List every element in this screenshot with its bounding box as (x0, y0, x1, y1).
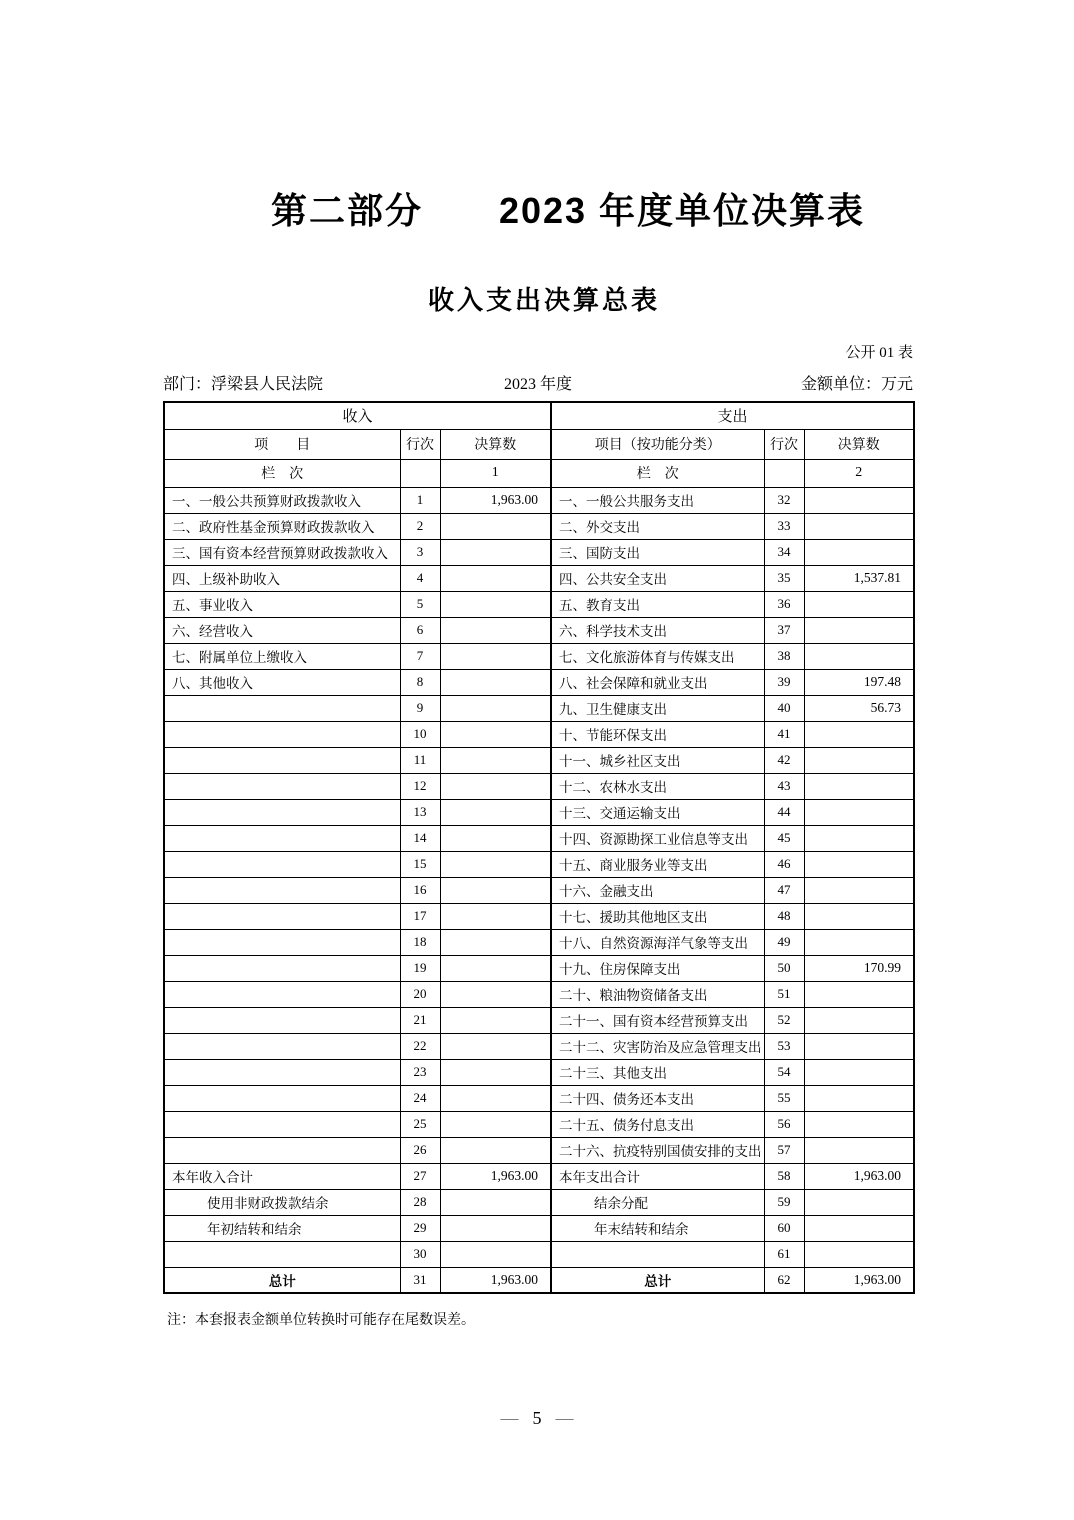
income-rowno-cell: 4 (400, 565, 440, 591)
table-row (164, 1007, 914, 1033)
income-rowno-cell: 27 (400, 1163, 440, 1189)
table-title: 收入支出决算总表 (427, 285, 660, 315)
income-item-cell: 七、附属单位上缴收入 (164, 643, 400, 669)
table-row (164, 903, 914, 929)
income-item-cell (164, 851, 400, 877)
income-amount-header: 决算数 (440, 429, 551, 459)
income-amount-cell (440, 669, 551, 695)
budget-table (163, 401, 915, 1294)
income-item-cell (164, 955, 400, 981)
expense-amount-cell (804, 981, 914, 1007)
table-row (164, 1059, 914, 1085)
income-rowno-cell: 8 (400, 669, 440, 695)
income-item-cell: 年初结转和结余 (164, 1215, 400, 1241)
expense-amount-cell (804, 825, 914, 851)
table-row (164, 955, 914, 981)
table-row (164, 1241, 914, 1267)
expense-amount-cell (804, 487, 914, 513)
income-item-cell: 八、其他收入 (164, 669, 400, 695)
table-row (164, 877, 914, 903)
meta-row (163, 371, 913, 394)
expense-amount-cell (804, 1137, 914, 1163)
expense-item-cell: 二十三、其他支出 (551, 1059, 764, 1085)
expense-amount-cell: 1,537.81 (804, 565, 914, 591)
table-body (164, 487, 914, 1293)
income-item-cell (164, 877, 400, 903)
expense-rowno-cell: 56 (764, 1111, 804, 1137)
income-rowno-cell: 17 (400, 903, 440, 929)
expense-col-number: 2 (804, 459, 914, 487)
income-rowno-cell: 13 (400, 799, 440, 825)
income-amount-cell (440, 1059, 551, 1085)
expense-rowno-cell: 38 (764, 643, 804, 669)
income-item-cell (164, 747, 400, 773)
income-amount-cell (440, 721, 551, 747)
note: 注：本套报表金额单位转换时可能存在尾数误差。 (167, 1313, 475, 1328)
income-item-cell: 使用非财政拨款结余 (164, 1189, 400, 1215)
income-amount-cell (440, 799, 551, 825)
expense-rowno-cell: 55 (764, 1085, 804, 1111)
expense-amount-cell (804, 799, 914, 825)
income-lanci-label: 栏 次 (164, 459, 400, 487)
table-row (164, 721, 914, 747)
expense-item-cell: 十四、资源勘探工业信息等支出 (551, 825, 764, 851)
income-amount-cell (440, 877, 551, 903)
page-number (0, 1408, 1074, 1429)
income-amount-cell (440, 903, 551, 929)
expense-item-cell: 年末结转和结余 (551, 1215, 764, 1241)
income-rowno-cell: 21 (400, 1007, 440, 1033)
income-item-cell: 本年收入合计 (164, 1163, 400, 1189)
expense-amount-cell (804, 591, 914, 617)
table-row (164, 1189, 914, 1215)
expense-rowno-cell: 51 (764, 981, 804, 1007)
expense-rowno-cell: 39 (764, 669, 804, 695)
year-label: 2023 年度 (503, 376, 572, 393)
income-rowno-cell: 11 (400, 747, 440, 773)
income-section-header: 收入 (164, 402, 551, 429)
expense-rowno-cell: 60 (764, 1215, 804, 1241)
income-item-cell (164, 1111, 400, 1137)
income-amount-cell (440, 1007, 551, 1033)
expense-rowno-cell: 41 (764, 721, 804, 747)
expense-item-cell: 二十六、抗疫特别国债安排的支出 (551, 1137, 764, 1163)
expense-rowno-cell: 62 (764, 1267, 804, 1293)
income-amount-cell (440, 513, 551, 539)
expense-item-cell: 结余分配 (551, 1189, 764, 1215)
table-row (164, 513, 914, 539)
income-item-cell: 六、经营收入 (164, 617, 400, 643)
table-row (164, 1137, 914, 1163)
expense-rowno-cell: 36 (764, 591, 804, 617)
income-amount-cell (440, 851, 551, 877)
expense-amount-cell: 1,963.00 (804, 1267, 914, 1293)
income-amount-cell (440, 747, 551, 773)
expense-amount-cell (804, 747, 914, 773)
income-item-cell (164, 1033, 400, 1059)
expense-item-cell: 六、科学技术支出 (551, 617, 764, 643)
income-rowno-cell: 20 (400, 981, 440, 1007)
income-rowno-cell: 24 (400, 1085, 440, 1111)
expense-rowno-header: 行次 (764, 429, 804, 459)
expense-rowno-cell: 42 (764, 747, 804, 773)
expense-item-cell: 十五、商业服务业等支出 (551, 851, 764, 877)
expense-item-cell: 十三、交通运输支出 (551, 799, 764, 825)
income-rowno-cell: 9 (400, 695, 440, 721)
income-amount-cell (440, 1033, 551, 1059)
part-title: 第二部分 2023 年度单位决算表 (270, 190, 866, 231)
expense-rowno-cell: 43 (764, 773, 804, 799)
expense-item-cell: 三、国防支出 (551, 539, 764, 565)
income-rowno-cell: 28 (400, 1189, 440, 1215)
table-row (164, 565, 914, 591)
expense-rowno-cell: 40 (764, 695, 804, 721)
expense-amount-cell (804, 1033, 914, 1059)
income-col-number: 1 (440, 459, 551, 487)
income-amount-cell (440, 695, 551, 721)
expense-rowno-cell: 35 (764, 565, 804, 591)
expense-item-cell: 七、文化旅游体育与传媒支出 (551, 643, 764, 669)
income-rowno-cell: 15 (400, 851, 440, 877)
expense-amount-cell (804, 643, 914, 669)
income-rowno-cell: 12 (400, 773, 440, 799)
income-rowno-header: 行次 (400, 429, 440, 459)
expense-amount-cell (804, 1111, 914, 1137)
expense-rowno-cell: 44 (764, 799, 804, 825)
income-item-cell (164, 773, 400, 799)
income-item-cell: 总计 (164, 1267, 400, 1293)
income-item-cell (164, 903, 400, 929)
expense-rowno-cell: 53 (764, 1033, 804, 1059)
expense-item-cell: 十二、农林水支出 (551, 773, 764, 799)
income-amount-cell (440, 981, 551, 1007)
expense-item-cell: 二十二、灾害防治及应急管理支出 (551, 1033, 764, 1059)
expense-rowno-cell: 54 (764, 1059, 804, 1085)
expense-item-cell: 二十五、债务付息支出 (551, 1111, 764, 1137)
expense-rowno-cell: 37 (764, 617, 804, 643)
income-item-cell: 五、事业收入 (164, 591, 400, 617)
income-item-cell (164, 825, 400, 851)
table-row (164, 643, 914, 669)
expense-rowno-cell: 34 (764, 539, 804, 565)
expense-rowno-cell: 61 (764, 1241, 804, 1267)
income-item-cell (164, 981, 400, 1007)
income-amount-cell (440, 1137, 551, 1163)
income-amount-cell (440, 565, 551, 591)
income-rowno-cell: 31 (400, 1267, 440, 1293)
income-amount-cell (440, 929, 551, 955)
income-amount-cell: 1,963.00 (440, 1267, 551, 1293)
expense-lanci-empty (764, 459, 804, 487)
table-row (164, 1267, 914, 1293)
expense-amount-cell (804, 1007, 914, 1033)
expense-amount-cell (804, 1059, 914, 1085)
expense-amount-cell (804, 1215, 914, 1241)
expense-section-header: 支出 (551, 402, 914, 429)
income-rowno-cell: 14 (400, 825, 440, 851)
income-item-cell (164, 1241, 400, 1267)
table-row (164, 981, 914, 1007)
income-rowno-cell: 5 (400, 591, 440, 617)
expense-item-cell: 一、一般公共服务支出 (551, 487, 764, 513)
table-row (164, 617, 914, 643)
income-amount-cell (440, 1241, 551, 1267)
income-rowno-cell: 23 (400, 1059, 440, 1085)
income-amount-cell (440, 1189, 551, 1215)
expense-amount-cell (804, 773, 914, 799)
expense-item-header: 项目（按功能分类） (551, 429, 764, 459)
table-row (164, 1215, 914, 1241)
table-row (164, 851, 914, 877)
table-row (164, 1163, 914, 1189)
expense-rowno-cell: 47 (764, 877, 804, 903)
table-row (164, 669, 914, 695)
income-rowno-cell: 25 (400, 1111, 440, 1137)
expense-amount-cell (804, 617, 914, 643)
expense-item-cell: 本年支出合计 (551, 1163, 764, 1189)
income-rowno-cell: 22 (400, 1033, 440, 1059)
expense-item-cell: 十八、自然资源海洋气象等支出 (551, 929, 764, 955)
income-rowno-cell: 1 (400, 487, 440, 513)
income-amount-cell: 1,963.00 (440, 487, 551, 513)
page-number-dash-left: — (500, 1408, 519, 1428)
table-code: 公开 01 表 (845, 345, 913, 361)
expense-rowno-cell: 52 (764, 1007, 804, 1033)
expense-amount-cell (804, 1085, 914, 1111)
expense-item-cell: 二十一、国有资本经营预算支出 (551, 1007, 764, 1033)
expense-amount-cell: 1,963.00 (804, 1163, 914, 1189)
income-item-cell: 二、政府性基金预算财政拨款收入 (164, 513, 400, 539)
income-amount-cell (440, 1215, 551, 1241)
expense-amount-cell (804, 1189, 914, 1215)
income-amount-cell (440, 591, 551, 617)
table-row (164, 799, 914, 825)
income-lanci-empty (400, 459, 440, 487)
expense-rowno-cell: 33 (764, 513, 804, 539)
expense-item-cell: 四、公共安全支出 (551, 565, 764, 591)
table-row (164, 1033, 914, 1059)
unit-label: 金额单位：万元 (800, 376, 913, 393)
income-amount-cell (440, 1111, 551, 1137)
expense-amount-cell (804, 877, 914, 903)
expense-rowno-cell: 48 (764, 903, 804, 929)
expense-lanci-label: 栏 次 (551, 459, 764, 487)
expense-amount-cell (804, 721, 914, 747)
expense-rowno-cell: 50 (764, 955, 804, 981)
expense-item-cell: 十一、城乡社区支出 (551, 747, 764, 773)
table-row (164, 539, 914, 565)
income-rowno-cell: 2 (400, 513, 440, 539)
page-number-value: 5 (532, 1408, 542, 1428)
income-amount-cell: 1,963.00 (440, 1163, 551, 1189)
income-item-header: 项 目 (164, 429, 400, 459)
income-item-cell (164, 1137, 400, 1163)
expense-amount-cell (804, 1241, 914, 1267)
income-rowno-cell: 3 (400, 539, 440, 565)
expense-item-cell: 八、社会保障和就业支出 (551, 669, 764, 695)
table-row (164, 825, 914, 851)
income-rowno-cell: 16 (400, 877, 440, 903)
income-item-cell: 四、上级补助收入 (164, 565, 400, 591)
table-row (164, 1111, 914, 1137)
expense-item-cell: 十、节能环保支出 (551, 721, 764, 747)
expense-item-cell: 十七、援助其他地区支出 (551, 903, 764, 929)
expense-rowno-cell: 46 (764, 851, 804, 877)
section-header-row (164, 402, 914, 429)
income-item-cell (164, 799, 400, 825)
income-rowno-cell: 10 (400, 721, 440, 747)
expense-amount-cell (804, 851, 914, 877)
expense-rowno-cell: 45 (764, 825, 804, 851)
column-number-row (164, 459, 914, 487)
expense-rowno-cell: 59 (764, 1189, 804, 1215)
income-item-cell: 三、国有资本经营预算财政拨款收入 (164, 539, 400, 565)
income-item-cell (164, 1059, 400, 1085)
expense-amount-cell (804, 513, 914, 539)
income-rowno-cell: 30 (400, 1241, 440, 1267)
income-item-cell (164, 929, 400, 955)
table-row (164, 747, 914, 773)
income-amount-cell (440, 617, 551, 643)
expense-item-cell: 十九、住房保障支出 (551, 955, 764, 981)
table-row (164, 1085, 914, 1111)
income-amount-cell (440, 825, 551, 851)
income-amount-cell (440, 643, 551, 669)
income-amount-cell (440, 955, 551, 981)
expense-item-cell: 总计 (551, 1267, 764, 1293)
income-rowno-cell: 7 (400, 643, 440, 669)
expense-rowno-cell: 32 (764, 487, 804, 513)
column-header-row (164, 429, 914, 459)
expense-item-cell (551, 1241, 764, 1267)
expense-amount-cell: 197.48 (804, 669, 914, 695)
income-item-cell: 一、一般公共预算财政拨款收入 (164, 487, 400, 513)
page-number-dash-right: — (555, 1408, 574, 1428)
income-rowno-cell: 19 (400, 955, 440, 981)
income-rowno-cell: 26 (400, 1137, 440, 1163)
document-page (163, 0, 913, 1329)
expense-item-cell: 九、卫生健康支出 (551, 695, 764, 721)
table-row (164, 487, 914, 513)
expense-amount-cell: 56.73 (804, 695, 914, 721)
table-row (164, 591, 914, 617)
income-item-cell (164, 1007, 400, 1033)
expense-amount-cell (804, 929, 914, 955)
expense-item-cell: 十六、金融支出 (551, 877, 764, 903)
expense-rowno-cell: 49 (764, 929, 804, 955)
expense-rowno-cell: 58 (764, 1163, 804, 1189)
expense-item-cell: 二十、粮油物资储备支出 (551, 981, 764, 1007)
expense-amount-cell: 170.99 (804, 955, 914, 981)
income-amount-cell (440, 1085, 551, 1111)
expense-rowno-cell: 57 (764, 1137, 804, 1163)
expense-amount-cell (804, 539, 914, 565)
expense-item-cell: 二、外交支出 (551, 513, 764, 539)
income-rowno-cell: 6 (400, 617, 440, 643)
table-row (164, 695, 914, 721)
department-label: 部门：浮梁县人民法院 (163, 376, 324, 393)
income-amount-cell (440, 539, 551, 565)
expense-item-cell: 五、教育支出 (551, 591, 764, 617)
income-item-cell (164, 695, 400, 721)
income-item-cell (164, 1085, 400, 1111)
income-rowno-cell: 29 (400, 1215, 440, 1241)
expense-item-cell: 二十四、债务还本支出 (551, 1085, 764, 1111)
table-row (164, 773, 914, 799)
income-rowno-cell: 18 (400, 929, 440, 955)
table-row (164, 929, 914, 955)
income-item-cell (164, 721, 400, 747)
expense-amount-cell (804, 903, 914, 929)
expense-amount-header: 决算数 (804, 429, 914, 459)
income-amount-cell (440, 773, 551, 799)
